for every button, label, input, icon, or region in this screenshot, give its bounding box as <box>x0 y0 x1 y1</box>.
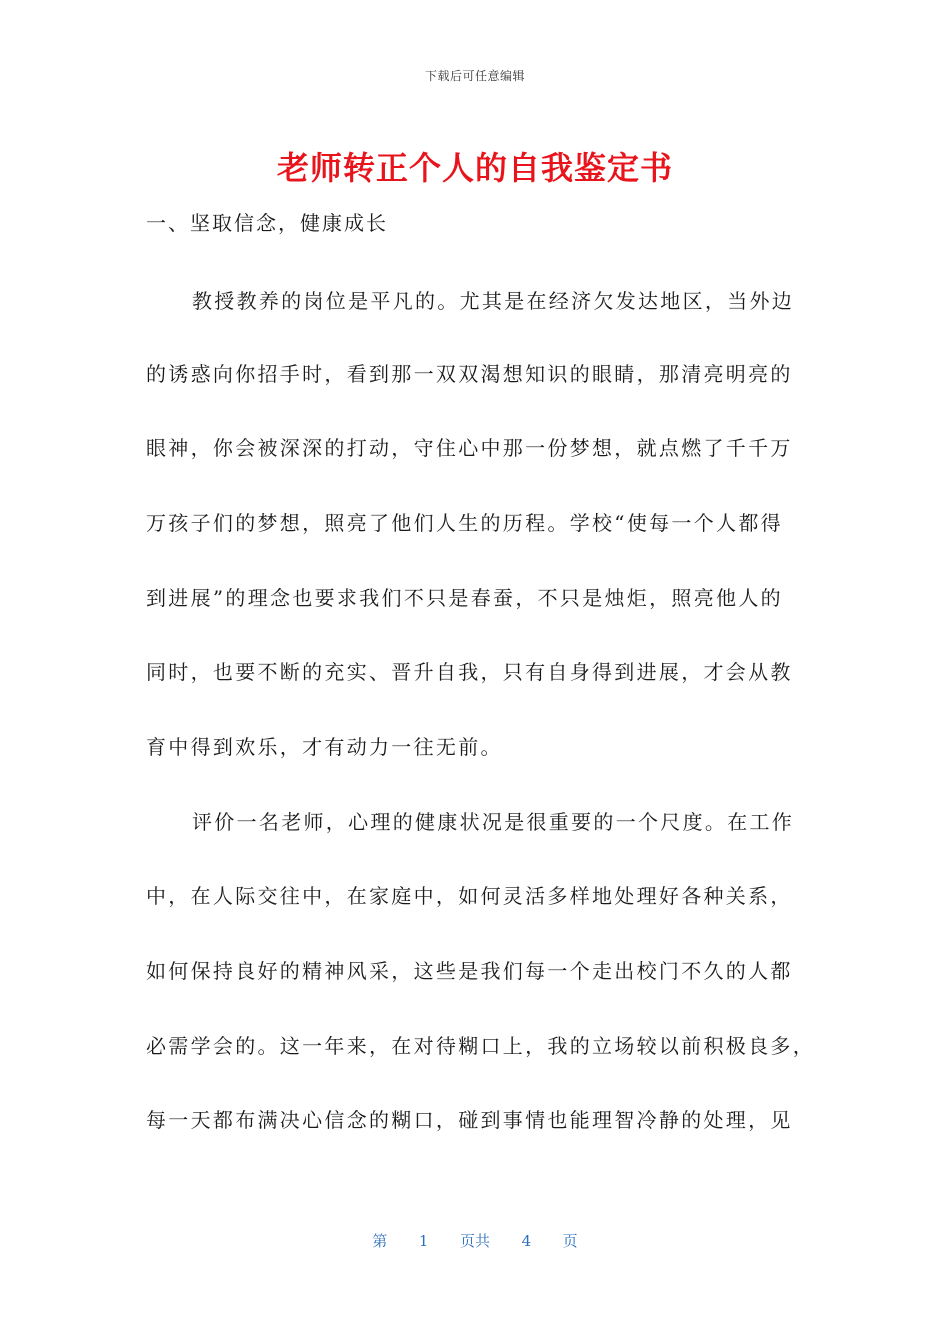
paragraph-2-line-5: 每一天都布满决心信念的糊口，碰到事情也能理智冷静的处理，见 <box>146 1108 793 1132</box>
paragraph-2-line-1: 评价一名老师，心理的健康状况是很重要的一个尺度。在工作 <box>192 810 795 834</box>
page-footer <box>0 1230 950 1251</box>
paragraph-2-line-3: 如何保持良好的精神风采，这些是我们每一个走出校门不久的人都 <box>146 959 793 983</box>
section-heading: 一、坚取信念，健康成长 <box>146 211 388 235</box>
paragraph-1-line-4: 万孩子们的梦想，照亮了他们人生的历程。学校“使每一个人都得 <box>146 511 783 535</box>
paragraph-1-line-1: 教授教养的岗位是平凡的。尤其是在经济欠发达地区，当外边 <box>192 289 795 313</box>
paragraph-2-line-2: 中，在人际交往中，在家庭中，如何灵活多样地处理好各种关系， <box>146 884 793 908</box>
paragraph-1-line-3: 眼神，你会被深深的打动，守住心中那一份梦想，就点燃了千千万 <box>146 436 793 460</box>
page-header-note: 下载后可任意编辑 <box>424 69 525 83</box>
paragraph-1-line-5: 到进展”的理念也要求我们不只是春蚕，不只是烛炬，照亮他人的 <box>146 586 783 610</box>
footer-current-page: 1 <box>418 1232 429 1250</box>
paragraph-2-line-4: 必需学会的。这一年来，在对待糊口上，我的立场较以前积极良多， <box>146 1034 815 1058</box>
document-title: 老师转正个人的自我鉴定书 <box>276 149 673 187</box>
footer-suffix: 页 <box>562 1232 578 1250</box>
footer-prefix: 第 <box>372 1232 388 1250</box>
paragraph-1-line-2: 的诱惑向你招手时，看到那一双双渴想知识的眼睛，那清亮明亮的 <box>146 362 793 386</box>
footer-middle: 页共 <box>459 1232 490 1250</box>
paragraph-1-line-6: 同时，也要不断的充实、晋升自我，只有自身得到进展，才会从教 <box>146 660 793 684</box>
paragraph-1-line-7: 育中得到欢乐，才有动力一往无前。 <box>146 735 503 759</box>
footer-total-pages: 4 <box>521 1232 532 1250</box>
